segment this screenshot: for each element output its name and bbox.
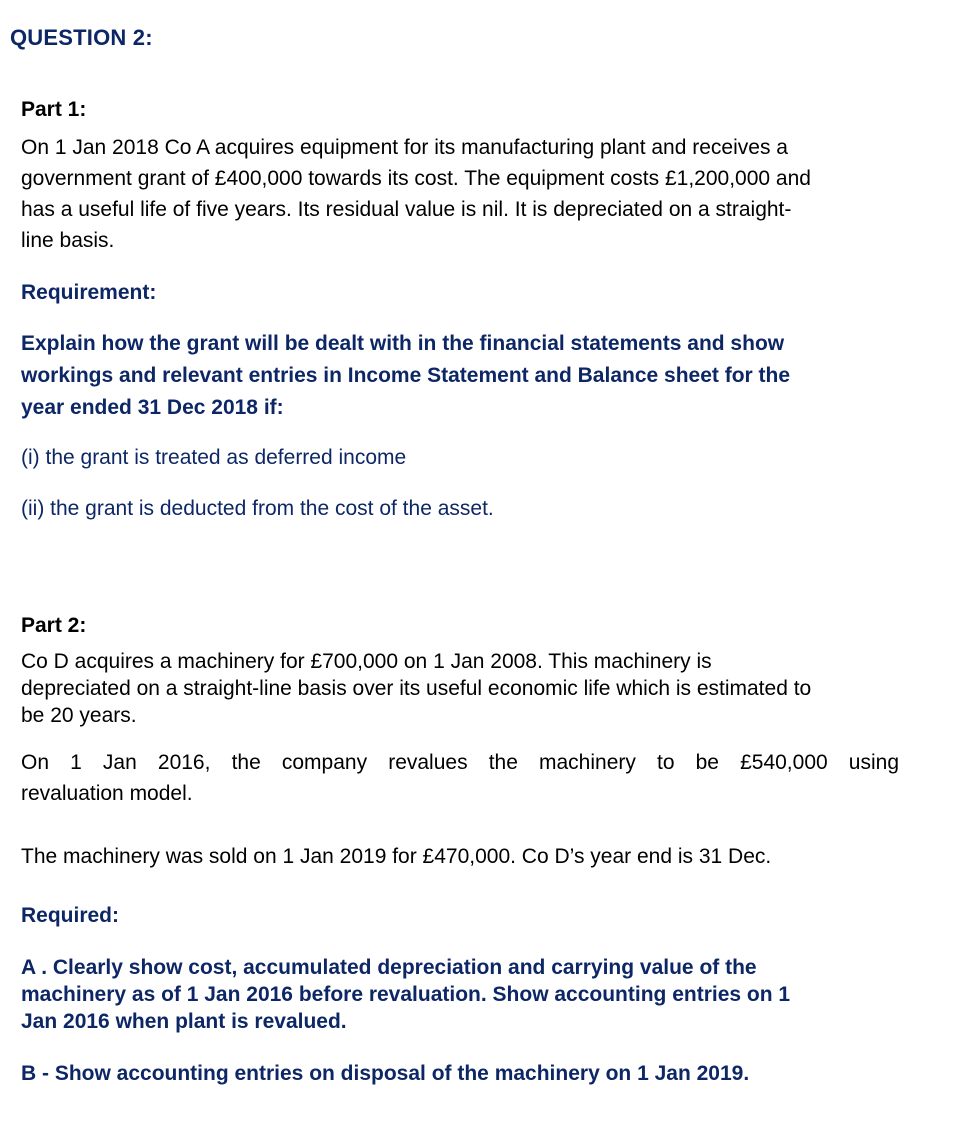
part1-paragraph-line-4: line basis. xyxy=(21,229,115,252)
part1-paragraph-line-2: government grant of £400,000 towards its cost. The equipment costs £1,200,000 and xyxy=(21,167,811,190)
part1-label: Part 1: xyxy=(21,98,87,121)
item-a-line-3: Jan 2016 when plant is revalued. xyxy=(21,1010,347,1033)
part2-paragraph-2 xyxy=(21,747,899,809)
part2-paragraph-2-line-2: revaluation model. xyxy=(21,782,193,805)
item-a-line-1: A . Clearly show cost, accumulated depreciation and carrying value of the xyxy=(21,956,757,979)
part1-paragraph-line-3: has a useful life of five years. Its residual value is nil. It is depreciated on a straight- xyxy=(21,198,792,221)
item-b: B - Show accounting entries on disposal of the machinery on 1 Jan 2019. xyxy=(21,1062,750,1085)
part2-label: Part 2: xyxy=(21,614,87,637)
item-a-line-2: machinery as of 1 Jan 2016 before revaluation. Show accounting entries on 1 xyxy=(21,983,791,1006)
requirement-line-2: workings and relevant entries in Income Statement and Balance sheet for the xyxy=(21,364,791,387)
part2-paragraph-1 xyxy=(21,648,931,729)
requirement-label: Requirement: xyxy=(21,281,157,304)
part2-paragraph-1-line-2: depreciated on a straight-line basis over its useful economic life which is estimated to xyxy=(21,677,812,700)
part2-paragraph-1-line-1: Co D acquires a machinery for £700,000 on 1 Jan 2008. This machinery is xyxy=(21,650,712,673)
question-title: QUESTION 2: xyxy=(10,25,153,50)
item-a xyxy=(21,954,921,1035)
part1-paragraph-line-1: On 1 Jan 2018 Co A acquires equipment for its manufacturing plant and receives a xyxy=(21,136,788,159)
part2-paragraph-1-line-3: be 20 years. xyxy=(21,704,137,727)
part2-paragraph-2-line-1: On 1 Jan 2016, the company revalues the machinery to be £540,000 using xyxy=(21,751,899,774)
part2-paragraph-3: The machinery was sold on 1 Jan 2019 for £470,000. Co D’s year end is 31 Dec. xyxy=(21,845,772,868)
requirement-line-1: Explain how the grant will be dealt with in the financial statements and show xyxy=(21,332,785,355)
requirement-text xyxy=(21,328,921,424)
requirement-line-3: year ended 31 Dec 2018 if: xyxy=(21,396,284,419)
required-label: Required: xyxy=(21,904,120,927)
option-ii: (ii) the grant is deducted from the cost of the asset. xyxy=(21,497,494,520)
option-i: (i) the grant is treated as deferred income xyxy=(21,446,407,469)
part1-paragraph xyxy=(21,132,925,256)
